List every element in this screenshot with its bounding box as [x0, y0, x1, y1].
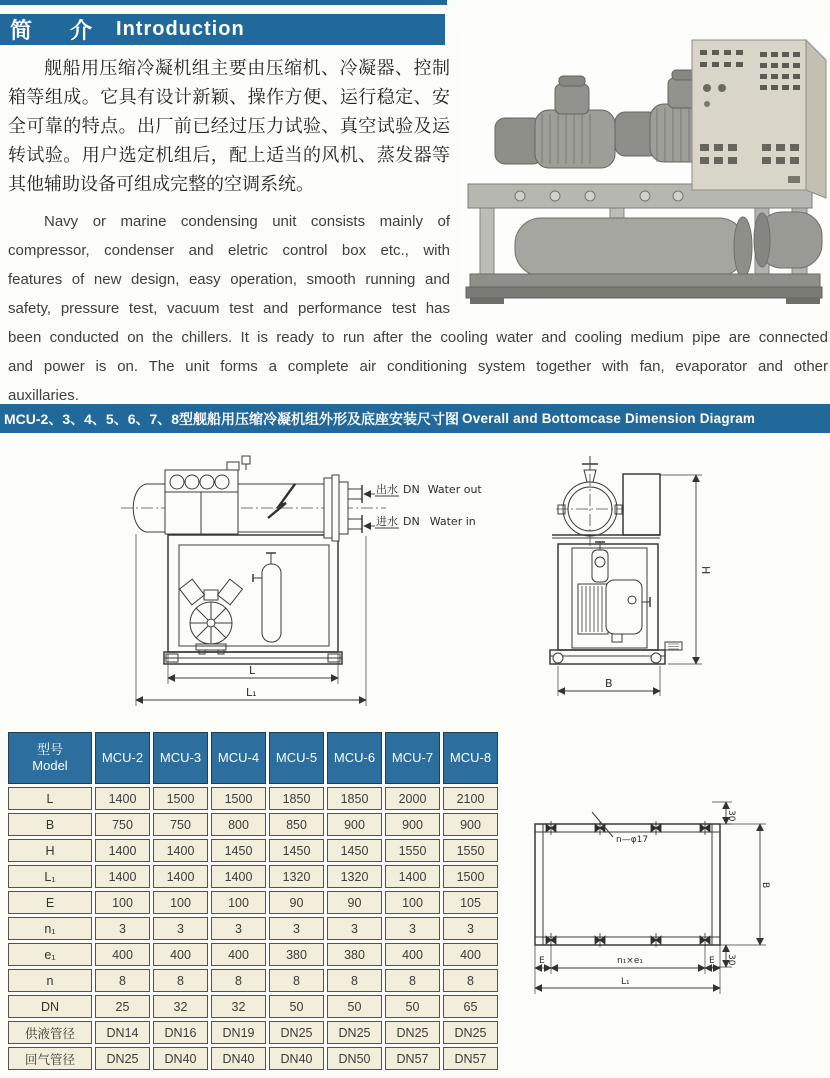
value-cell: 90 — [327, 891, 382, 914]
dim-B-label: B — [605, 677, 613, 690]
value-cell: 1550 — [385, 839, 440, 862]
model-column-header: MCU-8 — [443, 732, 498, 784]
value-cell: DN25 — [385, 1021, 440, 1044]
model-column-header: MCU-5 — [269, 732, 324, 784]
dim-30-bottom-label: 30 — [726, 954, 736, 966]
value-cell: 8 — [327, 969, 382, 992]
value-cell: 750 — [153, 813, 208, 836]
value-cell: DN57 — [443, 1047, 498, 1070]
value-cell: DN25 — [327, 1021, 382, 1044]
value-cell: 100 — [211, 891, 266, 914]
value-cell: DN25 — [95, 1047, 150, 1070]
intro-paragraph-en: Navy or marine condensing unit consists mainly of compressor, condenser and eletric control box etc., with features of new design, easy operation, smooth running and safety, pressure test, vacuum test and performance test has been conducted on the chillers. It is ready to run after the cooling water and cooling medium pipe are connected and power is on. The unit forms a complete air conditioning system together with fan, evaporator and other auxillaries. — [8, 213, 828, 404]
value-cell: 25 — [95, 995, 150, 1018]
value-cell: 380 — [327, 943, 382, 966]
dim-L1-label: L₁ — [246, 686, 257, 699]
value-cell: DN40 — [211, 1047, 266, 1070]
value-cell: 3 — [443, 917, 498, 940]
value-cell: 1320 — [269, 865, 324, 888]
value-cell: 32 — [211, 995, 266, 1018]
dim-E-left-label: E — [539, 956, 545, 966]
value-cell: 900 — [385, 813, 440, 836]
dim-E-right-label: E — [709, 956, 715, 966]
value-cell: 1400 — [153, 865, 208, 888]
front-view-drawing — [96, 442, 506, 732]
value-cell: 8 — [211, 969, 266, 992]
value-cell: 1320 — [327, 865, 382, 888]
bottomcase-plan-drawing — [500, 792, 830, 1017]
value-cell: DN14 — [95, 1021, 150, 1044]
dim-base-B-label: B — [760, 882, 770, 889]
value-cell: 1550 — [443, 839, 498, 862]
dim-base-L1-label: L₁ — [621, 977, 630, 987]
value-cell: 90 — [269, 891, 324, 914]
dimension-banner — [0, 404, 830, 433]
model-header-en: Model — [32, 758, 68, 773]
value-cell: DN50 — [327, 1047, 382, 1070]
value-cell: 1450 — [327, 839, 382, 862]
row-label: e₁ — [8, 943, 92, 966]
value-cell: 1400 — [385, 865, 440, 888]
row-label: DN — [8, 995, 92, 1018]
model-column-header: MCU-2 — [95, 732, 150, 784]
intro-title-zh: 简 介 — [10, 18, 101, 43]
intro-title-en: Introduction — [116, 18, 245, 40]
value-cell: DN19 — [211, 1021, 266, 1044]
row-label: n₁ — [8, 917, 92, 940]
value-cell: 1400 — [95, 787, 150, 810]
value-cell: 3 — [385, 917, 440, 940]
value-cell: 400 — [153, 943, 208, 966]
value-cell: 1450 — [211, 839, 266, 862]
value-cell: 850 — [269, 813, 324, 836]
dim-L-label: L — [249, 664, 256, 677]
model-header-zh: 型号 — [36, 742, 63, 757]
value-cell: 8 — [269, 969, 324, 992]
dim-H-label: H — [699, 566, 712, 575]
row-label: n — [8, 969, 92, 992]
value-cell: DN57 — [385, 1047, 440, 1070]
value-cell: 8 — [443, 969, 498, 992]
side-view-drawing — [520, 442, 725, 712]
dim-span-label: n₁×e₁ — [617, 956, 643, 966]
value-cell: 50 — [327, 995, 382, 1018]
value-cell: DN40 — [153, 1047, 208, 1070]
value-cell: DN25 — [269, 1021, 324, 1044]
row-label: E — [8, 891, 92, 914]
value-cell: 3 — [95, 917, 150, 940]
value-cell: 1500 — [211, 787, 266, 810]
value-cell: DN16 — [153, 1021, 208, 1044]
model-column-header: MCU-4 — [211, 732, 266, 784]
value-cell: 50 — [385, 995, 440, 1018]
value-cell: 1400 — [153, 839, 208, 862]
value-cell: DN25 — [443, 1021, 498, 1044]
value-cell: 3 — [153, 917, 208, 940]
value-cell: 900 — [327, 813, 382, 836]
value-cell: 1850 — [327, 787, 382, 810]
value-cell: 3 — [327, 917, 382, 940]
row-label: L₁ — [8, 865, 92, 888]
value-cell: 1450 — [269, 839, 324, 862]
value-cell: 800 — [211, 813, 266, 836]
value-cell: 1500 — [443, 865, 498, 888]
intro-section — [8, 24, 828, 410]
value-cell: 1400 — [95, 865, 150, 888]
water-out-label: 出水 DN Water out — [376, 483, 482, 496]
top-edge-strip — [0, 0, 447, 5]
value-cell: 8 — [385, 969, 440, 992]
value-cell: 105 — [443, 891, 498, 914]
hole-count-label: n—φ17 — [616, 835, 649, 845]
row-label: 回气管径 — [8, 1047, 92, 1070]
value-cell: 3 — [211, 917, 266, 940]
value-cell: 1850 — [269, 787, 324, 810]
value-cell: 8 — [153, 969, 208, 992]
row-label: 供液管径 — [8, 1021, 92, 1044]
product-photo — [460, 26, 828, 304]
value-cell: 100 — [153, 891, 208, 914]
value-cell: 400 — [95, 943, 150, 966]
value-cell: 65 — [443, 995, 498, 1018]
value-cell: 400 — [385, 943, 440, 966]
model-header-cell — [8, 732, 92, 784]
value-cell: 400 — [211, 943, 266, 966]
value-cell: 2100 — [443, 787, 498, 810]
model-column-header: MCU-6 — [327, 732, 382, 784]
value-cell: DN40 — [269, 1047, 324, 1070]
model-column-header: MCU-7 — [385, 732, 440, 784]
row-label: H — [8, 839, 92, 862]
value-cell: 8 — [95, 969, 150, 992]
value-cell: 1400 — [95, 839, 150, 862]
value-cell: 100 — [95, 891, 150, 914]
water-in-label: 进水 DN Water in — [376, 515, 476, 528]
spec-table — [8, 732, 498, 1070]
value-cell: 750 — [95, 813, 150, 836]
dimension-title-en: Overall and Bottomcase Dimension Diagram — [462, 411, 756, 426]
model-column-header: MCU-3 — [153, 732, 208, 784]
row-label: B — [8, 813, 92, 836]
value-cell: 3 — [269, 917, 324, 940]
value-cell: 400 — [443, 943, 498, 966]
value-cell: 1400 — [211, 865, 266, 888]
dim-30-top-label: 30 — [726, 810, 736, 822]
value-cell: 900 — [443, 813, 498, 836]
value-cell: 2000 — [385, 787, 440, 810]
row-label: L — [8, 787, 92, 810]
dimension-title-zh: MCU-2、3、4、5、6、7、8型舰船用压缩冷凝机组外形及底座安装尺寸图 — [4, 410, 460, 427]
value-cell: 380 — [269, 943, 324, 966]
value-cell: 32 — [153, 995, 208, 1018]
intro-paragraph-zh: 舰船用压缩冷凝机组主要由压缩机、冷凝器、控制箱等组成。它具有设计新颖、操作方便、运行稳定、安全可靠的特点。出厂前已经过压力试验、真空试验及运转试验。用户选定机组后，配上适当的风机、蒸发器等其他辅助设备可组成完整的空调系统。 — [8, 58, 450, 195]
value-cell: 100 — [385, 891, 440, 914]
value-cell: 50 — [269, 995, 324, 1018]
value-cell: 1500 — [153, 787, 208, 810]
